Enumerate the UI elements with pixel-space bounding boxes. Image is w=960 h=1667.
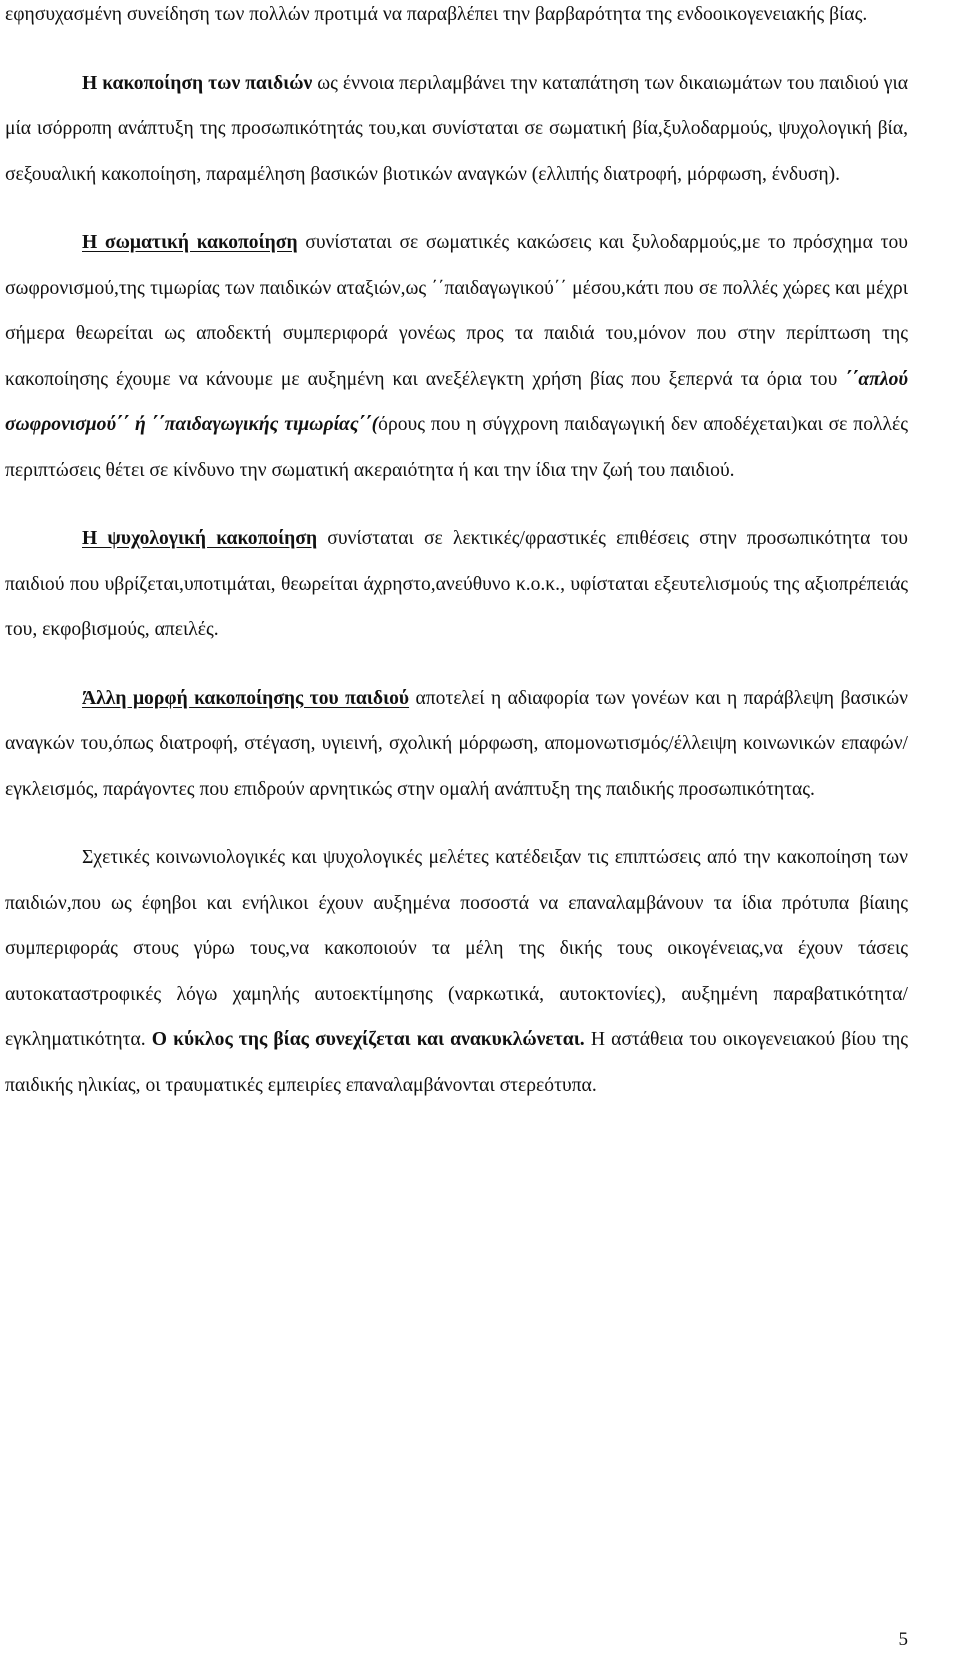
paragraph-emphasis: ΄΄απλού σωφρονισμού΄΄ ή ΄΄παιδαγωγικής τιμωρίας΄΄( <box>5 368 908 435</box>
paragraph-text: συνίσταται σε σωματικές κακώσεις και ξυλοδαρμούς,με το πρόσχημα του σωφρονισμού,της τιμωρίας των παιδικών αταξιών,ως ΄΄παιδαγωγικού΄΄ μέσου,κάτι που σε πολλές χώρες και μέχρι σήμερα θεωρείται ως αποδεκτή συμπεριφορά γονέως προς τα παιδιά του,μόνον που στην περίπτωση της κακοποίησης έχουμε να κάνουμε με αυξημένη και ανεξέλεγκτη χρήση βίας που ξεπερνά τα όρια του <box>5 232 908 390</box>
paragraph-text: συνίσταται σε λεκτικές/φραστικές επιθέσεις στην προσωπικότητα του παιδιού που υβρίζεται,υποτιμάται, θεωρείται άχρηστο,ανεύθυνο κ.ο.κ., υφίσταται εξευτελισμούς της αξιοπρέπειάς του, εκφοβισμούς, απειλές. <box>5 528 908 640</box>
paragraph-intro-continuation <box>5 0 908 38</box>
paragraph-consequences <box>5 835 908 1108</box>
paragraph-physical-abuse <box>5 220 908 493</box>
page-number: 5 <box>898 1629 908 1650</box>
paragraph-lead: Η κακοποίηση των παιδιών <box>82 72 313 94</box>
paragraph-lead: Άλλη μορφή κακοποίησης του παιδιού <box>82 687 410 709</box>
paragraph-lead: Η σωματική κακοποίηση <box>82 232 298 253</box>
paragraph-text: εφησυχασμένη συνείδηση των πολλών προτιμά να παραβλέπει την βαρβαρότητα της ενδοοικογενειακής βίας. <box>5 4 868 25</box>
paragraph-text: ως έννοια περιλαμβάνει την καταπάτηση των δικαιωμάτων του παιδιού για μία ισόρροπη ανάπτυξη της προσωπικότητάς του,και συνίσταται σε σωματική βία,ξυλοδαρμούς, ψυχολογική βία, σεξουαλική κακοποίηση, παραμέληση βασικών βιοτικών αναγκών (ελλιπής διατροφή, μόρφωση, ένδυση). <box>5 72 908 185</box>
paragraph-psychological-abuse <box>5 516 908 653</box>
paragraph-bold-statement: Ο κύκλος της βίας συνεχίζεται και ανακυκλώνεται. <box>151 1029 585 1050</box>
paragraph-text: Σχετικές κοινωνιολογικές και ψυχολογικές μελέτες κατέδειξαν τις επιπτώσεις από την κακοποίηση των παιδιών,που ως έφηβοι και ενήλικοι έχουν αυξημένα ποσοστά να επαναλαμβάνουν τα ίδια πρότυπα βίαιης συμπεριφοράς στους γύρω τους,να κακοποιούν τα μέλη της δικής τους οικογένειας,να έχουν τάσεις αυτοκαταστροφικές λόγω χαμηλής αυτοεκτίμησης (ναρκωτικά, αυτοκτονίες), αυξημένη παραβατικότητα/εγκληματικότητα. <box>5 847 908 1050</box>
paragraph-neglect <box>5 676 908 813</box>
paragraph-text: αποτελεί η αδιαφορία των γονέων και η παράβλεψη βασικών αναγκών του,όπως διατροφή, στέγαση, υγιεινή, σχολική μόρφωση, απομονωτισμός/έλλειψη κοινωνικών επαφών/ εγκλεισμός, παράγοντες που επιδρούν αρνητικώς στην ομαλή ανάπτυξη της παιδικής προσωπικότητας. <box>5 687 908 800</box>
paragraph-child-abuse-definition <box>5 61 908 198</box>
paragraph-text-continued: Η αστάθεια του οικογενειακού βίου της παιδικής ηλικίας, οι τραυματικές εμπειρίες επαναλαμβάνονται στερεότυπα. <box>5 1029 909 1096</box>
paragraph-text-continued: όρους που η σύγχρονη παιδαγωγική δεν αποδέχεται)και σε πολλές περιπτώσεις θέτει σε κίνδυνο την σωματική ακεραιότητα ή και την ίδια την ζωή του παιδιού. <box>5 414 908 481</box>
paragraph-lead: Η ψυχολογική κακοποίηση <box>82 528 318 549</box>
